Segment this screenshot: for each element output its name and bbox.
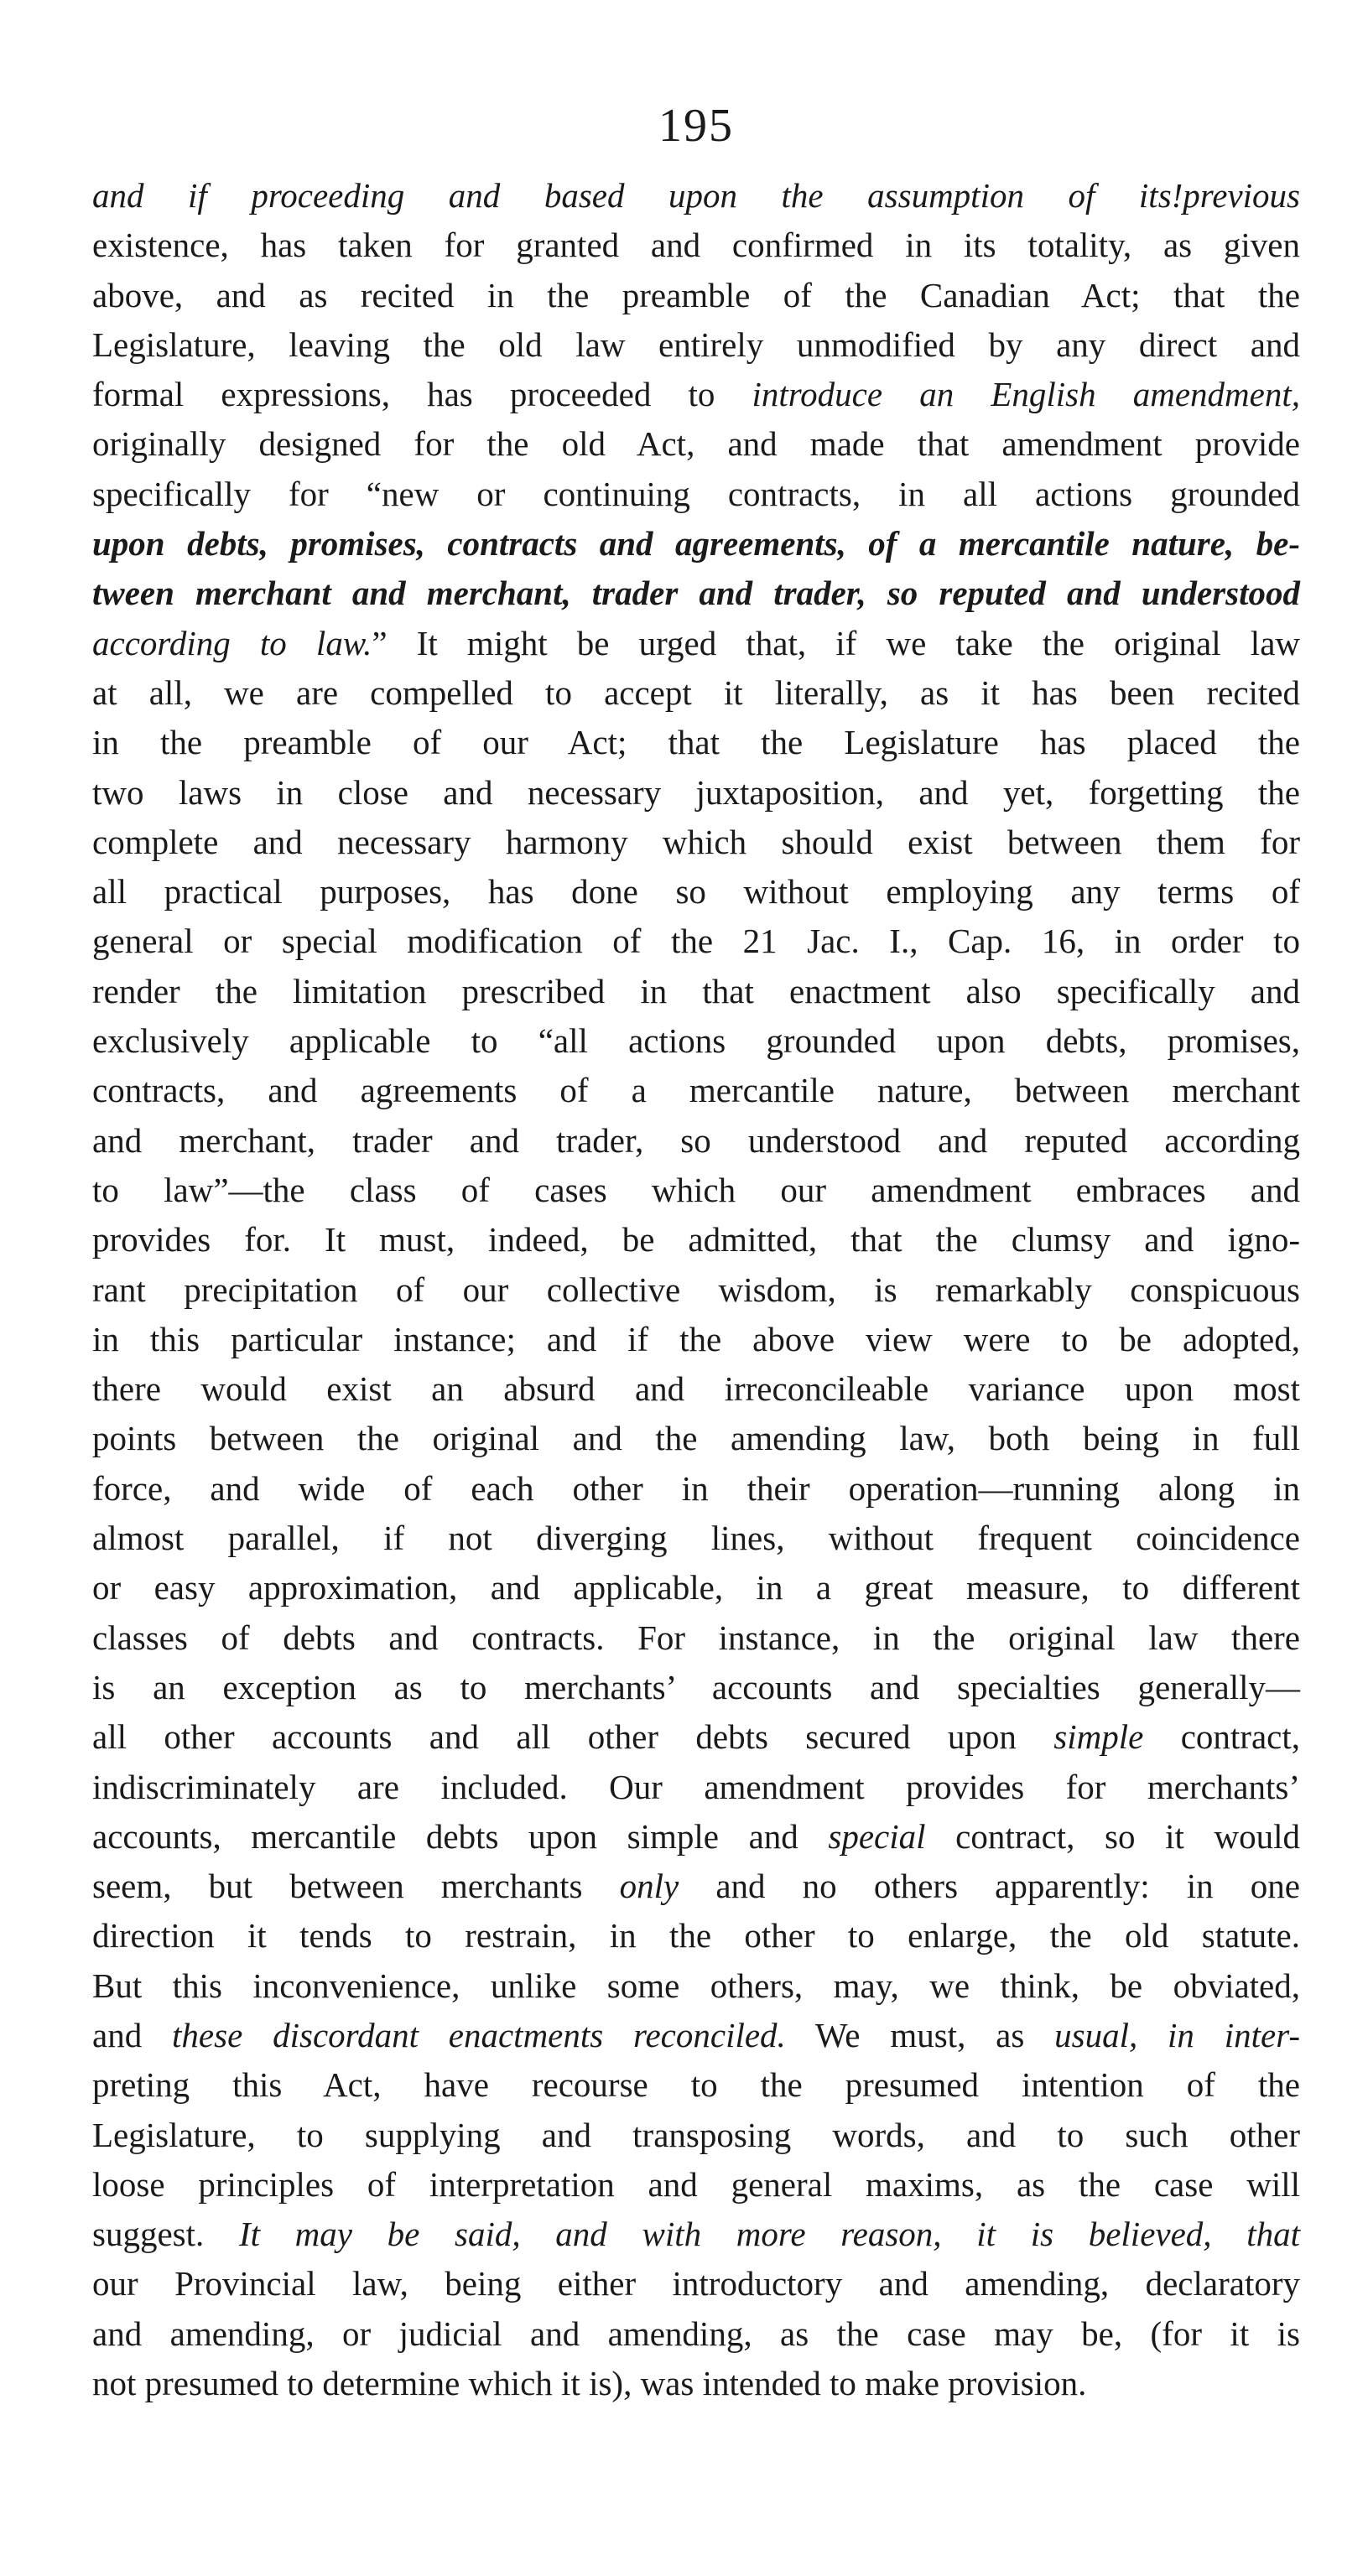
text-line bbox=[92, 917, 1300, 966]
text-segment: usual, in inter- bbox=[1054, 2015, 1301, 2054]
text-segment: in the preamble of our Act; that the Legislature has placed the bbox=[92, 723, 1300, 762]
text-line bbox=[92, 1166, 1300, 1215]
text-line bbox=[92, 419, 1300, 469]
text-line bbox=[92, 320, 1300, 370]
page-number: 195 bbox=[658, 100, 734, 152]
text-segment: Legislature, to supplying and transposing words, and to such other bbox=[92, 2115, 1300, 2154]
text-segment: above, and as recited in the preamble of the Canadian Act; that the bbox=[92, 275, 1300, 314]
text-segment: not presumed to determine which it is), was intended to make provision. bbox=[92, 2364, 1087, 2403]
text-segment: complete and necessary harmony which should exist between them for bbox=[92, 822, 1300, 861]
text-segment: simple bbox=[1053, 1717, 1144, 1757]
text-segment: and no others apparently: in one bbox=[679, 1867, 1300, 1906]
text-line bbox=[92, 2259, 1300, 2309]
text-line bbox=[92, 470, 1300, 519]
text-segment: or easy approximation, and applicable, in a great measure, to different bbox=[92, 1568, 1300, 1607]
text-line bbox=[92, 569, 1300, 618]
text-line bbox=[92, 1862, 1300, 1911]
text-segment: in this particular instance; and if the above view were to be adopted, bbox=[92, 1319, 1300, 1358]
text-segment: force, and wide of each other in their operation—running along in bbox=[92, 1468, 1300, 1508]
text-line bbox=[92, 1613, 1300, 1663]
text-segment: contract, bbox=[1143, 1717, 1300, 1757]
text-line bbox=[92, 1364, 1300, 1414]
text-line bbox=[92, 1514, 1300, 1563]
text-segment: preting this Act, have recourse to the presumed intention of the bbox=[92, 2065, 1300, 2105]
text-segment: upon debts, promises, contracts and agreements, of a mercantile nature, be- bbox=[92, 524, 1300, 564]
text-segment: and amending, or judicial and amending, as the case may be, (for it is bbox=[92, 2314, 1300, 2353]
text-segment: all other accounts and all other debts secured upon bbox=[92, 1717, 1054, 1757]
text-line bbox=[92, 619, 1300, 668]
text-line bbox=[92, 2160, 1300, 2210]
body-text bbox=[92, 171, 1300, 2408]
text-segment: and merchant, trader and trader, so understood and reputed according bbox=[92, 1120, 1300, 1160]
text-line bbox=[92, 1812, 1300, 1862]
text-segment: existence, has taken for granted and confirmed in its totality, as given bbox=[92, 226, 1300, 265]
text-segment: accounts, mercantile debts upon simple and bbox=[92, 1816, 829, 1856]
text-line bbox=[92, 2210, 1300, 2259]
text-line bbox=[92, 271, 1300, 320]
text-segment: contract, so it would bbox=[925, 1816, 1300, 1856]
text-line bbox=[92, 1712, 1300, 1762]
text-line bbox=[92, 519, 1300, 569]
text-segment: points between the original and the amending law, both being in full bbox=[92, 1419, 1300, 1458]
text-line bbox=[92, 2060, 1300, 2110]
text-line bbox=[92, 221, 1300, 270]
text-line bbox=[92, 171, 1300, 221]
text-segment: loose principles of interpretation and general maxims, as the case will bbox=[92, 2164, 1300, 2204]
text-line bbox=[92, 1315, 1300, 1364]
text-segment: Legislature, leaving the old law entirely unmodified by any direct and bbox=[92, 325, 1300, 364]
text-line bbox=[92, 1016, 1300, 1066]
text-segment: contracts, and agreements of a mercantile nature, between merchant bbox=[92, 1071, 1300, 1110]
text-segment: We must, as bbox=[785, 2015, 1055, 2054]
text-segment: !previous bbox=[1171, 176, 1300, 215]
text-line bbox=[92, 1464, 1300, 1514]
text-segment: render the limitation prescribed in that enactment also specifically and bbox=[92, 971, 1300, 1010]
text-segment: to law”—the class of cases which our amendment embraces and bbox=[92, 1170, 1300, 1209]
text-segment: direction it tends to restrain, in the other to enlarge, the old statute. bbox=[92, 1916, 1300, 1955]
text-segment: and if proceeding and based upon the assumption of its bbox=[92, 176, 1172, 215]
text-line bbox=[92, 2111, 1300, 2160]
text-line bbox=[92, 967, 1300, 1016]
text-segment: exclusively applicable to “all actions grounded upon debts, promises, bbox=[92, 1021, 1300, 1061]
text-segment: But this inconvenience, unlike some others, may, we think, be obviated, bbox=[92, 1966, 1300, 2005]
text-line bbox=[92, 1116, 1300, 1166]
text-segment: suggest. bbox=[92, 2215, 239, 2254]
text-line bbox=[92, 1563, 1300, 1613]
text-segment: specifically for “new or continuing contracts, in all actions grounded bbox=[92, 474, 1300, 513]
text-segment: introduce an English amendment, bbox=[752, 375, 1300, 414]
text-segment: all practical purposes, has done so without employing any terms of bbox=[92, 872, 1300, 911]
text-line bbox=[92, 1961, 1300, 2011]
text-segment: tween merchant and merchant, trader and trader, so reputed and understood bbox=[92, 574, 1300, 613]
text-line bbox=[92, 1066, 1300, 1115]
text-line bbox=[92, 818, 1300, 867]
text-segment: and bbox=[92, 2015, 173, 2054]
text-line bbox=[92, 1414, 1300, 1463]
text-line bbox=[92, 1911, 1300, 1961]
book-page bbox=[92, 92, 1300, 2408]
text-segment: at all, we are compelled to accept it literally, as it has been recited bbox=[92, 673, 1300, 712]
text-line bbox=[92, 1215, 1300, 1265]
text-line bbox=[92, 867, 1300, 917]
text-segment: there would exist an absurd and irreconcileable variance upon most bbox=[92, 1369, 1300, 1409]
text-segment: general or special modification of the 21 Jac. I., Cap. 16, in order to bbox=[92, 922, 1300, 961]
text-segment: rant precipitation of our collective wisdom, is remarkably conspicuous bbox=[92, 1270, 1300, 1309]
text-segment: originally designed for the old Act, and made that amendment provide bbox=[92, 424, 1300, 464]
text-segment: classes of debts and contracts. For instance, in the original law there bbox=[92, 1618, 1300, 1657]
text-segment: two laws in close and necessary juxtaposition, and yet, forgetting the bbox=[92, 772, 1300, 812]
text-line bbox=[92, 2309, 1300, 2359]
text-segment: It may be said, and with more reason, it is believed, that bbox=[238, 2215, 1301, 2254]
text-segment: our Provincial law, being either introductory and amending, declaratory bbox=[92, 2264, 1300, 2303]
text-line bbox=[92, 1265, 1300, 1315]
text-line bbox=[92, 2011, 1300, 2060]
text-line bbox=[92, 718, 1300, 767]
text-line bbox=[92, 668, 1300, 718]
text-segment: almost parallel, if not diverging lines, without frequent coincidence bbox=[92, 1519, 1300, 1558]
text-line bbox=[92, 370, 1300, 419]
text-segment: formal expressions, has proceeded to bbox=[92, 375, 752, 414]
text-line bbox=[92, 2359, 1300, 2408]
text-segment: ” It might be urged that, if we take the original law bbox=[372, 623, 1300, 662]
text-line bbox=[92, 1663, 1300, 1712]
text-segment: indiscriminately are included. Our amendment provides for merchants’ bbox=[92, 1767, 1300, 1806]
text-segment: these discordant enactments reconciled. bbox=[172, 2015, 786, 2054]
text-line bbox=[92, 1763, 1300, 1812]
text-segment: special bbox=[828, 1816, 926, 1856]
text-segment: according to law. bbox=[92, 623, 372, 662]
text-segment: is an exception as to merchants’ accounts and specialties generally— bbox=[92, 1667, 1300, 1706]
text-segment: provides for. It must, indeed, be admitted, that the clumsy and igno- bbox=[92, 1220, 1300, 1259]
text-segment: only bbox=[619, 1867, 679, 1906]
text-line bbox=[92, 768, 1300, 818]
text-segment: seem, but between merchants bbox=[92, 1867, 620, 1906]
